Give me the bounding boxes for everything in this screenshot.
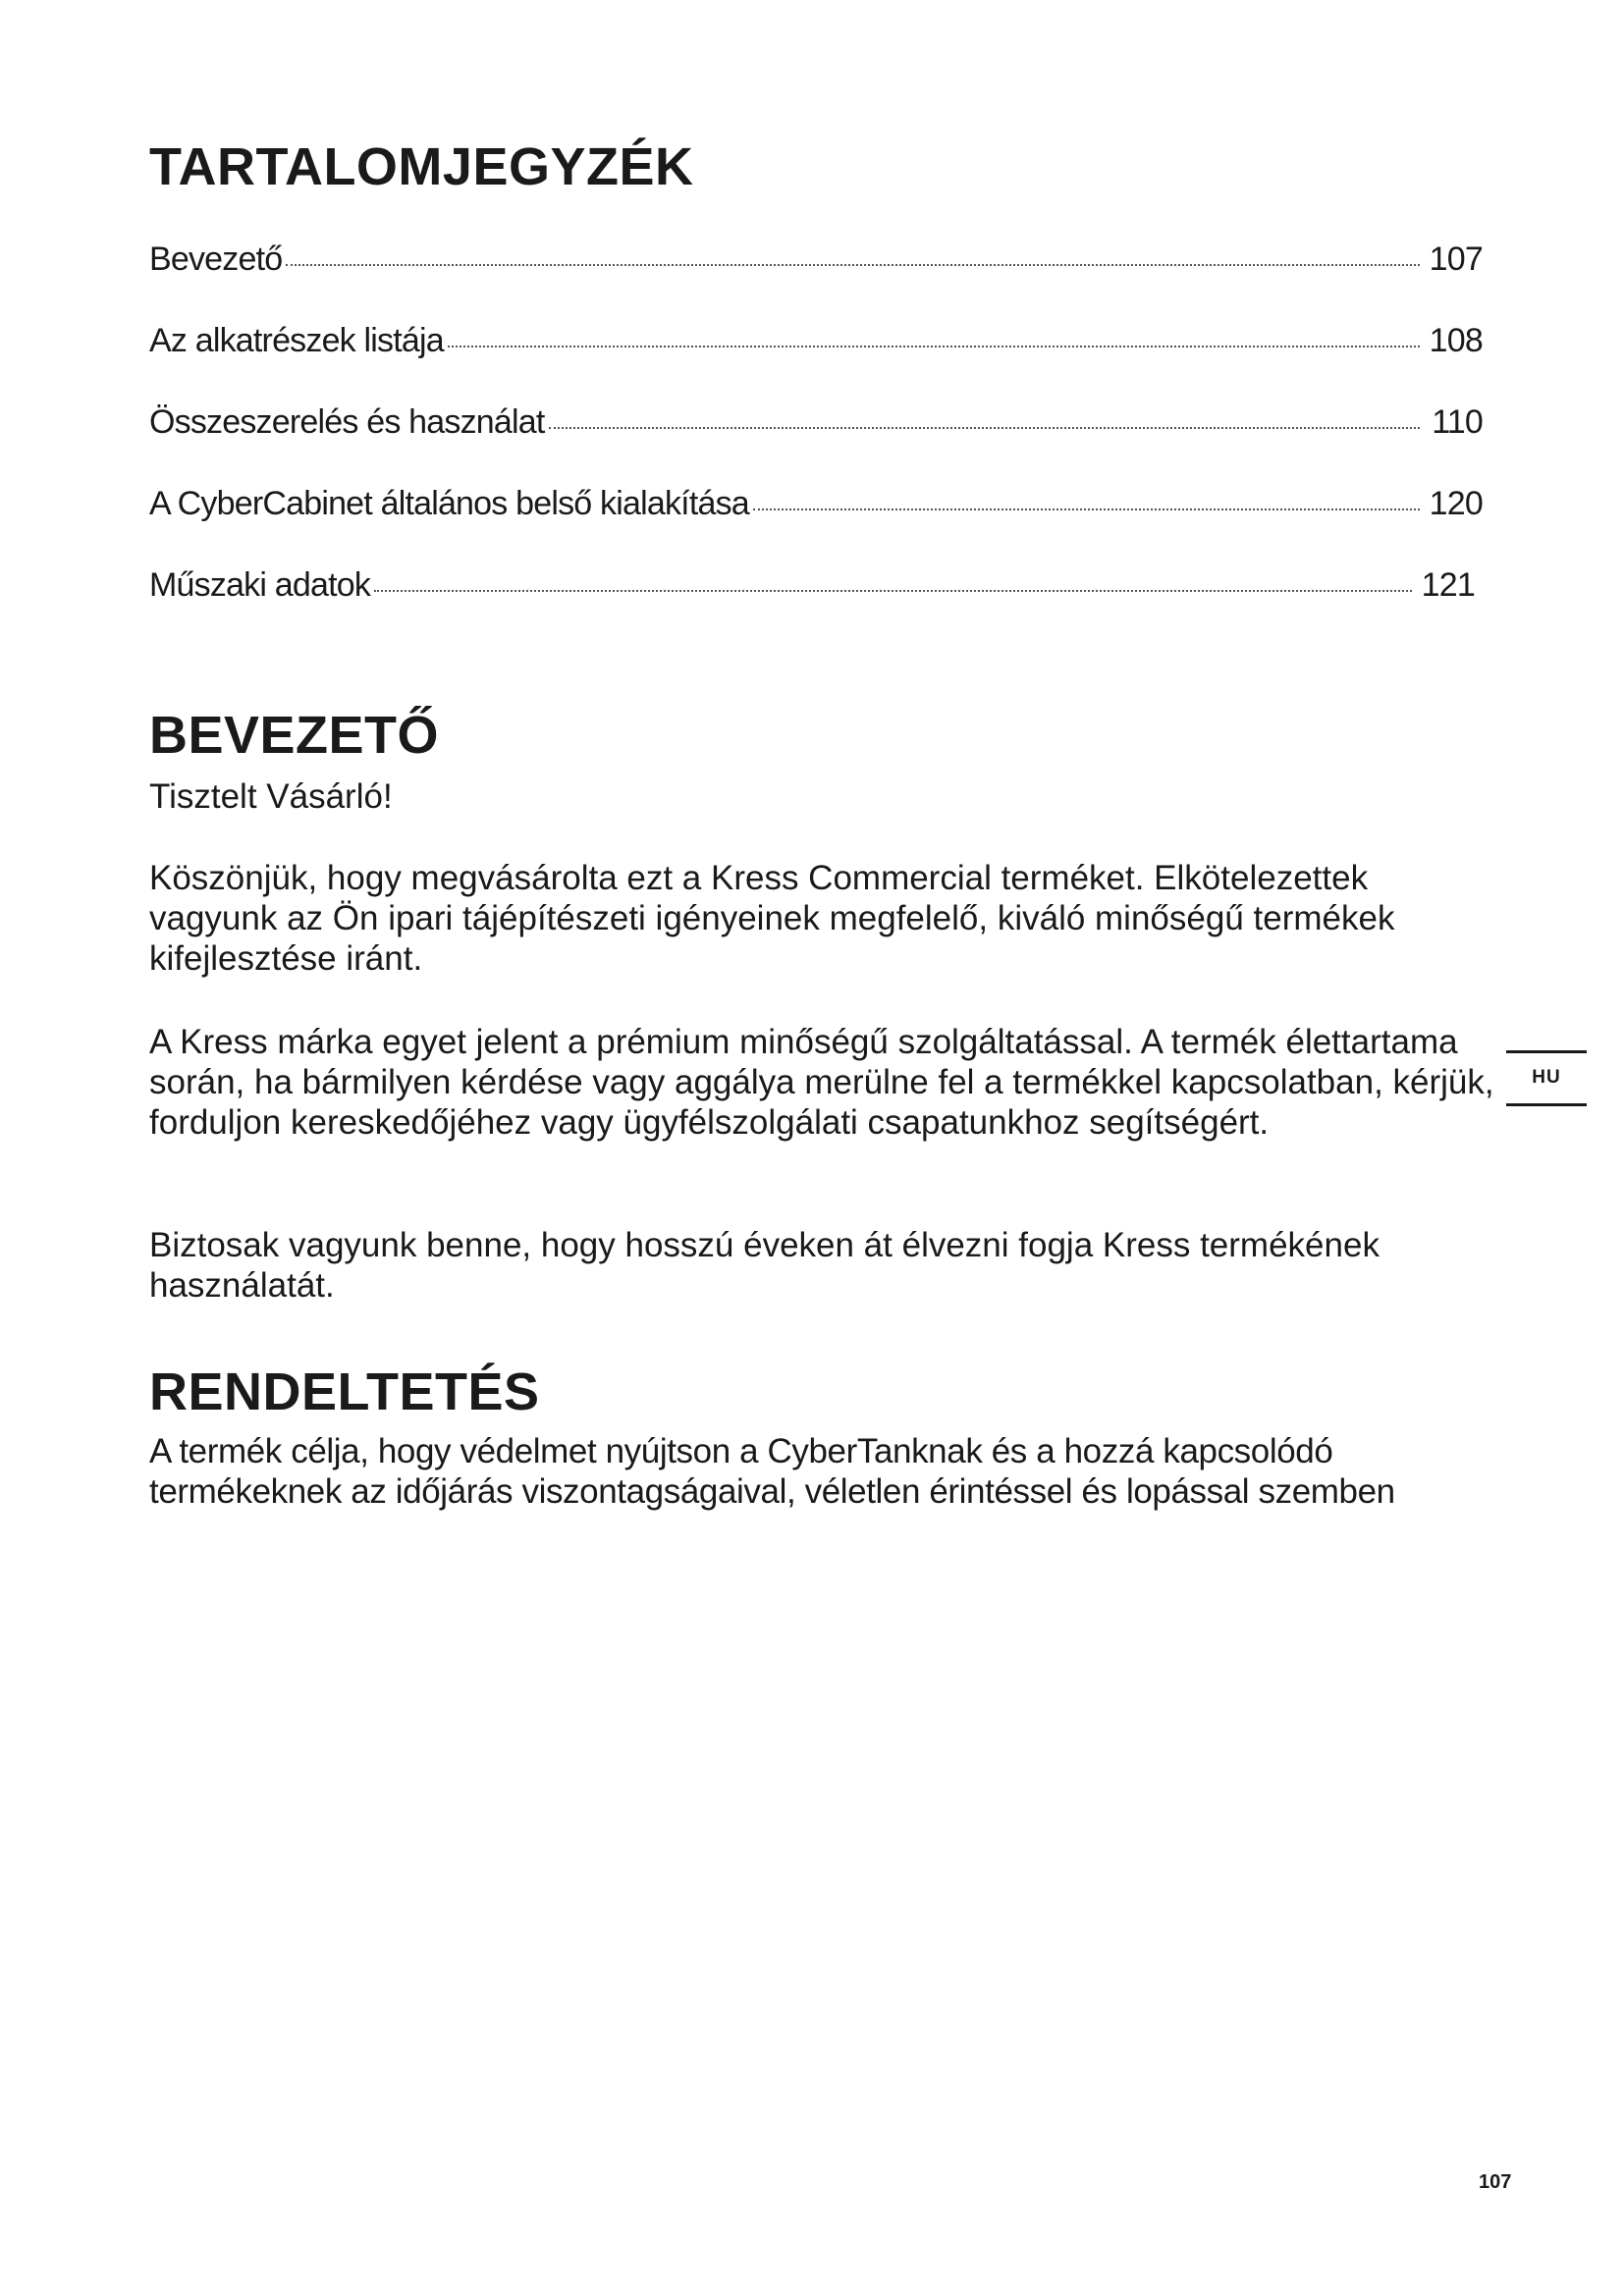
toc-leader-dots xyxy=(374,590,1412,592)
intro-paragraph: Biztosak vagyunk benne, hogy hosszú éveken át élvezni fogja Kress termékének használatát. xyxy=(149,1226,1380,1305)
toc-entry-page: 110 xyxy=(1432,403,1483,441)
toc-entry-page: 107 xyxy=(1429,240,1483,278)
toc-entry[interactable] xyxy=(149,485,1483,566)
language-tab xyxy=(1506,1050,1587,1106)
toc-leader-dots xyxy=(286,264,1420,266)
toc-entry-label: Műszaki adatok xyxy=(149,566,371,604)
toc-entry[interactable] xyxy=(149,240,1483,322)
toc-entry-label: Bevezető xyxy=(149,240,283,278)
toc-leader-dots xyxy=(753,508,1420,510)
intro-paragraph: A Kress márka egyet jelent a prémium minőségű szolgáltatással. A termék élettartama során, ha bármilyen kérdése vagy aggálya merülne fel a termékkel kapcsolatban, kérjük, forduljon kereskedőjéhez vagy ügyfélszolgálati csapatunkhoz segítségért. xyxy=(149,1023,1494,1142)
toc-entry-page: 121 xyxy=(1421,566,1475,604)
purpose-text: A termék célja, hogy védelmet nyújtson a CyberTanknak és a hozzá kapcsolódó termékeknek az időjárás viszontagságaival, véletlen érintéssel és lopással szemben xyxy=(149,1432,1395,1511)
language-code: HU xyxy=(1532,1067,1561,1088)
toc-entry-label: Összeszerelés és használat xyxy=(149,403,545,441)
intro-greeting: Tisztelt Vásárló! xyxy=(149,777,393,816)
toc-entry[interactable] xyxy=(149,322,1483,403)
page-number: 107 xyxy=(1479,2171,1512,2193)
toc-entry[interactable] xyxy=(149,566,1475,648)
toc-entry-page: 108 xyxy=(1429,322,1483,359)
purpose-title: RENDELTETÉS xyxy=(149,1362,540,1421)
intro-title: BEVEZETŐ xyxy=(149,706,440,765)
table-of-contents xyxy=(149,240,1483,648)
toc-entry-label: Az alkatrészek listája xyxy=(149,322,444,359)
toc-entry-page: 120 xyxy=(1429,485,1483,522)
toc-leader-dots xyxy=(448,346,1420,347)
language-tab-rule-bottom xyxy=(1506,1103,1587,1106)
toc-leader-dots xyxy=(549,427,1420,429)
toc-entry[interactable] xyxy=(149,403,1483,485)
toc-entry-label: A CyberCabinet általános belső kialakítása xyxy=(149,485,749,522)
intro-paragraph: Köszönjük, hogy megvásárolta ezt a Kress Commercial terméket. Elkötelezettek vagyunk az Ön ipari tájépítészeti igényeinek megfelelő, kiváló minőségű termékek kifejlesztése iránt. xyxy=(149,859,1395,978)
toc-title: TARTALOMJEGYZÉK xyxy=(149,137,694,196)
